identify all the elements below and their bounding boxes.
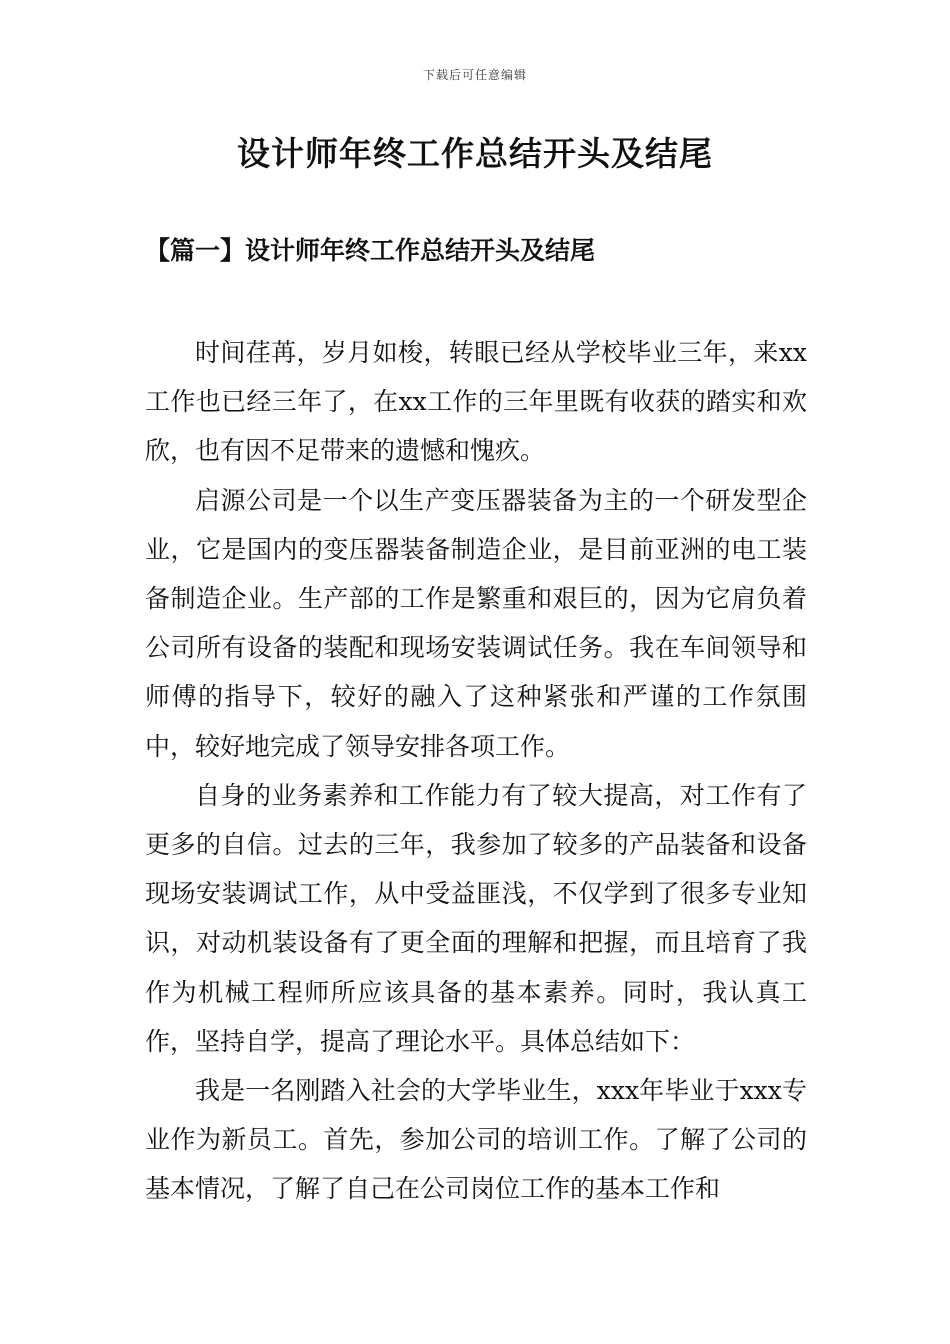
paragraph-2: 启源公司是一个以生产变压器装备为主的一个研发型企业，它是国内的变压器装备制造企业，是目前亚洲的电工装备制造企业。生产部的工作是繁重和艰巨的，因为它肩负着公司所有设备的装配和现场安装调试任务。我在车间领导和师傅的指导下，较好的融入了这种紧张和严谨的工作氛围中，较好地完成了领导安排各项工作。: [145, 485, 807, 761]
paragraph-4: 我是一名刚踏入社会的大学毕业生，xxx年毕业于xxx专业作为新员工。首先，参加公司的培训工作。了解了公司的基本情况，了解了自己在公司岗位工作的基本工作和: [145, 1076, 807, 1204]
header-note: 下载后可任意编辑: [422, 68, 527, 82]
document-title: 设计师年终工作总结开头及结尾: [237, 134, 713, 173]
section-heading: 【篇一】设计师年终工作总结开头及结尾: [145, 236, 596, 265]
paragraph-1: 时间荏苒，岁月如梭，转眼已经从学校毕业三年，来xx工作也已经三年了，在xx工作的三年里既有收获的踏实和欢欣，也有因不足带来的遗憾和愧疚。: [145, 338, 807, 466]
paragraph-3: 自身的业务素养和工作能力有了较大提高，对工作有了更多的自信。过去的三年，我参加了较多的产品装备和设备现场安装调试工作，从中受益匪浅，不仅学到了很多专业知识，对动机装设备有了更全面的理解和把握，而且培育了我作为机械工程师所应该具备的基本素养。同时，我认真工作，坚持自学，提高了理论水平。具体总结如下：: [145, 780, 807, 1056]
document-body: [145, 328, 807, 1214]
